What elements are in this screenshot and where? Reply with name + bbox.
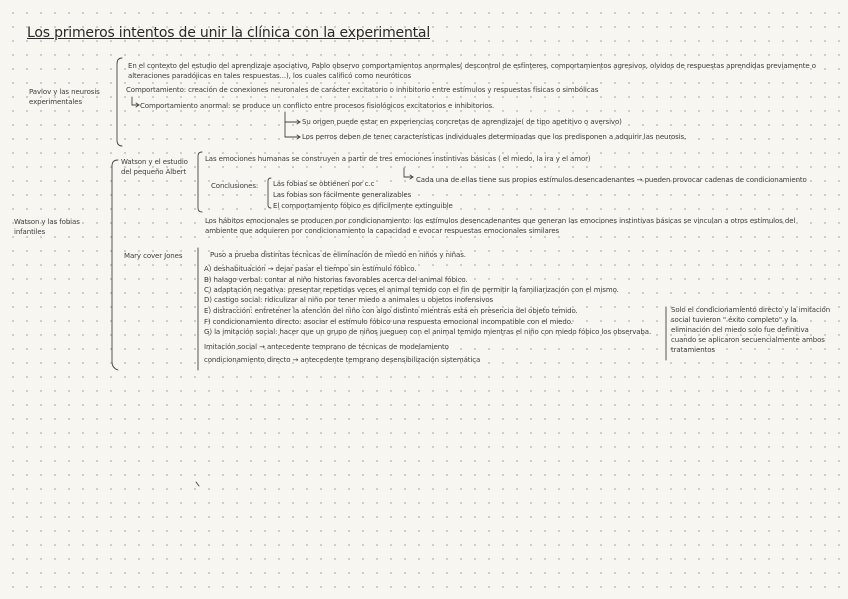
- conclusions-brace: [268, 178, 271, 208]
- jones-technique: D) castigo social: ridiculizar al niño por tener miedo a animales u objetos inofensivos: [204, 296, 494, 304]
- jones-imitation: Imitación social → antecedente temprano de técnicas de modelamiento: [204, 343, 449, 351]
- jones-technique: F) condicionamiento directo: asociar el estímulo fóbico una respuesta emocional incompatible con el miedo.: [204, 318, 573, 326]
- jones-technique: E) distracción: entretener la atención del niño con algo distinto mientras está en presencia del objeto temido.: [204, 307, 578, 315]
- jones-technique: C) adaptación negativa: presentar repetidas veces el animal temido con el fin de permitir la familiarización con el mismo.: [204, 286, 619, 294]
- stray-mark: [196, 482, 199, 486]
- page-title: Los primeros intentos de unir la clínica con la experimental: [27, 25, 431, 41]
- pavlov-origin: Su origen puede estar en experiencias concretas de aprendizaje( de tipo apetitivo o aversivo): [302, 118, 622, 126]
- conclusion-item: El comportamiento fóbico es difícilmente extinguible: [273, 202, 453, 210]
- pavlov-behavior: Comportamiento: creación de conexiones neuronales de carácter excitatorio o inhibitorio entre estímulos y respuestas físicas o simbólicas: [126, 86, 599, 94]
- conclusions-label: Conclusiones:: [211, 182, 259, 190]
- watson-brace: [112, 160, 118, 370]
- conclusion-item: Las fobias se obtienen por c.c: [273, 180, 375, 188]
- jones-intro: Puso a prueba distintas técnicas de eliminación de miedo en niños y niñas.: [210, 251, 466, 259]
- pavlov-context: En el contexto del estudio del aprendizaje asociativo, Pablo observo comportamientos anormales( descontrol de esfínteres, comportamientos agresivos, olvidos de respuestas aprendidas previamente o alteraciones paradójicas en tales respuestas...), los cuales calificó como neuróticos: [128, 62, 816, 80]
- pavlov-dogs: Los perros deben de tener características individuales determinadas que los predisponen a adquirir las neurosis.: [302, 133, 687, 141]
- watson-habits: Los hábitos emocionales se producen por condicionamiento: los estímulos desencadenantes que generan las emociones instintivas básicas se vinculan a otros estímulos del ambiente que adquieren por condicionamiento la capacidad e evocar respuestas emocionales similares: [205, 217, 796, 235]
- watson-label: Watson y las fobias infantiles: [14, 218, 80, 236]
- jones-technique: A) deshabituación → dejar pasar el tiempo sin estímulo fóbico.: [204, 265, 417, 273]
- pavlov-brace: [117, 58, 122, 146]
- jones-technique: G) la imitación social: hacer que un grupo de niños jueguen con el animal temido mientras el niño con miedo fóbico los observaba.: [204, 328, 652, 336]
- albert-stimuli: Cada una de ellas tiene sus propios estímulos desencadenantes → pueden provocar cadenas de condicionamiento: [416, 176, 807, 184]
- conclusion-item: Las fobias son fácilmente generalizables: [273, 191, 412, 199]
- pavlov-abnormal: Comportamiento anormal: se produce un conflicto entre procesos fisiológicos excitatorios e inhibitorios.: [140, 102, 495, 110]
- jones-direct: condicionamiento directo → antecedente temprano desensibilización sistemática: [204, 356, 481, 364]
- jones-note: Solo el condicionamiento directo y la imitación social tuvieron " éxito completo" y la eliminación del miedo solo fue definitiva cuando se aplicaron secuencialmente ambos tratamientos: [671, 306, 831, 354]
- jones-label: Mary cover Jones: [124, 252, 183, 260]
- pavlov-label: Pavlov y las neurosis experimentales: [29, 88, 100, 106]
- albert-emotions: Las emociones humanas se construyen a partir de tres emociones instintivas básicas ( el miedo, la ira y el amor): [205, 155, 591, 163]
- jones-technique: B) halago verbal: contar al niño historias favorables acerca del animal fóbico.: [204, 276, 468, 284]
- albert-label: Watson y el estudio del pequeño Albert: [121, 158, 188, 176]
